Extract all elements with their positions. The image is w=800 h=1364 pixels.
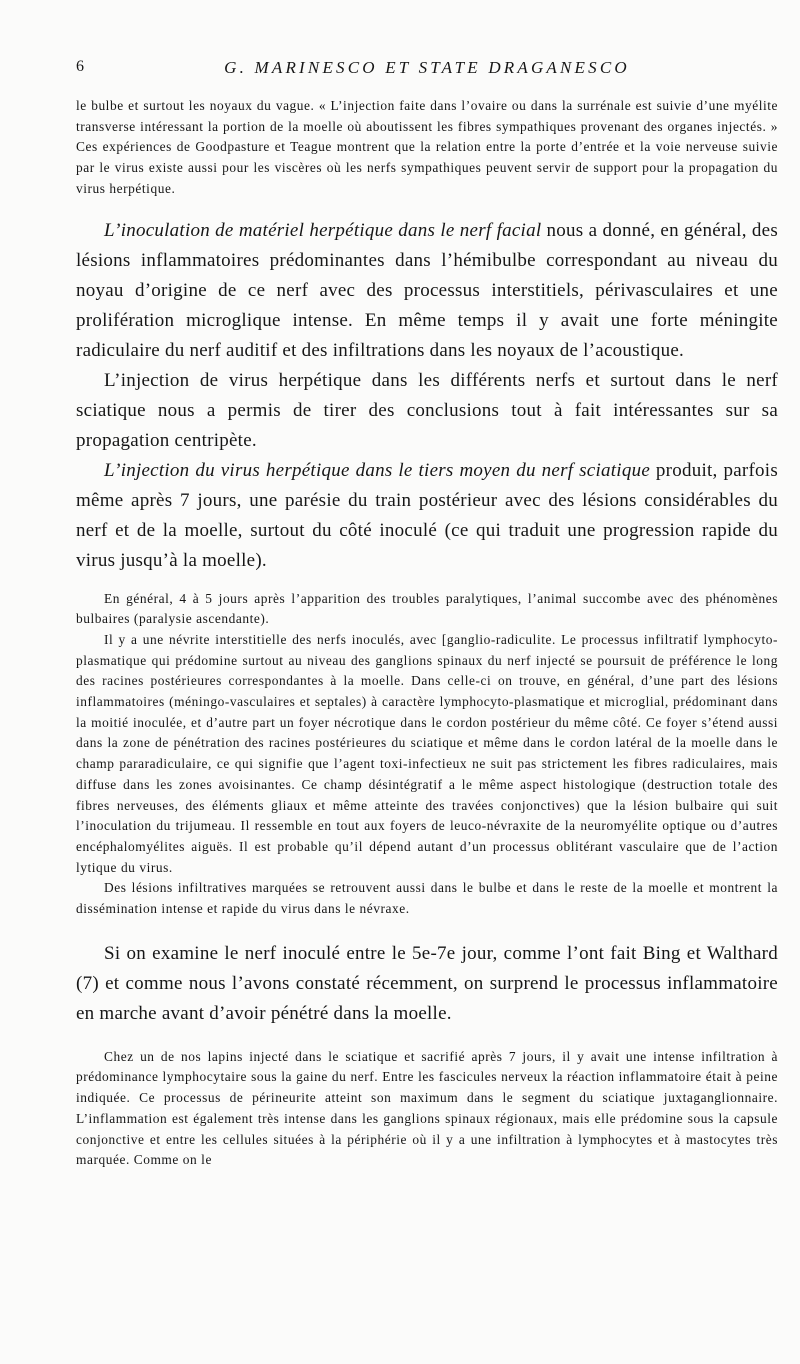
paragraph-facial-nerve	[76, 216, 778, 366]
paragraph-neuritis: Il y a une névrite interstitielle des nerfs inoculés, avec [ganglio-radiculite. Le processus infiltratif lymphocyto-plasmatique qui prédomine surtout au niveau des ganglions spinaux du nerf injecté se poursuit de préférence le long des racines postérieures correspondantes à la moelle. Dans celle-ci on trouve, en général, d’une part des lésions inflammatoires (méningo-vasculaires et septales) à caractère lymphocyto-plasmatique et microglial, prédominant dans la moitié inoculée, et d’autre part un foyer nécrotique dans le cordon postérieur du même côté. Ce foyer s’étend aussi dans la zone de pénétration des racines postérieures du sciatique et même dans le cordon latéral de la moelle dans le champ pararadiculaire, ce qui signifie que l’agent toxi-infectieux ne suit pas strictement les fibres radiculaires, mais diffuse dans les zones avoisinantes. Ce champ désintégratif a le même aspect histologique (destruction totale des fibres nerveuses, des éléments gliaux et même atteinte des travées conjonctives) que la lésion bulbaire qui suit l’inoculation du trijumeau. Il ressemble en tout aux foyers de leuco-névraxite de la neuromyélite optique ou d’autres encéphalomyélites aiguës. Il est probable qu’il dépend autant d’un processus oblitérant vasculaire que de l’action lytique du virus.	[76, 631, 778, 875]
paragraph-paralysis: En général, 4 à 5 jours après l’apparition des troubles paralytiques, l’animal succombe avec des phénomènes bulbaires (paralysie ascendante).	[76, 590, 778, 627]
italic-lead: L’inoculation de matériel herpétique dans le nerf facial	[104, 219, 542, 241]
running-title: G. MARINESCO ET STATE DRAGANESCO	[224, 58, 630, 77]
paragraph-bing-walthard: Si on examine le nerf inoculé entre le 5e-7e jour, comme l’ont fait Bing et Walthard (7) et comme nous l’avons constaté récemment, on surprend le processus inflammatoire en marche avant d’avoir pénétré dans la moelle.	[76, 942, 778, 1024]
paragraph-sciatic-intro: L’injection de virus herpétique dans les différents nerfs et surtout dans le nerf sciatique nous a permis de tirer des conclusions tout à fait intéressantes sur sa propagation centripète.	[76, 369, 778, 451]
page-number: 6	[76, 58, 84, 75]
page-body	[76, 96, 778, 1171]
paragraph-goodpasture: le bulbe et surtout les noyaux du vague. « L’injection faite dans l’ovaire ou dans la surrénale est suivie d’une myélite transverse intéressant la portion de la moelle où aboutissent les fibres sympathiques provenant des organes injectés. » Ces expériences de Goodpasture et Teague montrent que la relation entre la porte d’entrée et la voie nerveuse suivie par le virus existe aussi pour les viscères où les nerfs sympathiques peuvent servir de support pour la propagation du virus herpétique.	[76, 98, 778, 196]
running-head	[76, 58, 778, 82]
paragraph-rabbit-case: Chez un de nos lapins injecté dans le sciatique et sacrifié après 7 jours, il y avait une intense infiltration à prédominance lymphocytaire sous la gaine du nerf. Entre les fascicules nerveux la réaction inflammatoire était à peine indiquée. Ce processus de périneurite atteint son maximum dans le segment du sciatique juxtaganglionnaire. L’inflammation est également très intense dans les ganglions spinaux régionaux, mais elle prédomine sous la capsule conjonctive et entre les cellules situées à la périphérie où il y a une infiltration à lymphocytes et à mastocytes très marquée. Comme on le	[76, 1048, 778, 1168]
paragraph-text: produit, parfois même après 7 jours, une parésie du train postérieur avec des lésions considérables du nerf et de la moelle, surtout du côté inoculé (ce qui traduit une progression rapide du virus jusqu’à la moelle).	[76, 459, 778, 571]
paragraph-sciatic-injection	[76, 456, 778, 576]
italic-lead: L’injection du virus herpétique dans le tiers moyen du nerf sciatique	[104, 459, 650, 481]
paragraph-text: nous a donné, en général, des lésions inflammatoires prédominantes dans l’hémibulbe correspondant au niveau du noyau d’origine de ce nerf avec des processus interstitiels, périvasculaires et une prolifération microglique intense. En même temps il y avait une forte méningite radiculaire du nerf auditif et des infiltrations dans les noyaux de l’acoustique.	[76, 219, 778, 361]
paragraph-dissemination: Des lésions infiltratives marquées se retrouvent aussi dans le bulbe et dans le reste de la moelle et montrent la dissémination intense et rapide du virus dans le névraxe.	[76, 880, 778, 917]
